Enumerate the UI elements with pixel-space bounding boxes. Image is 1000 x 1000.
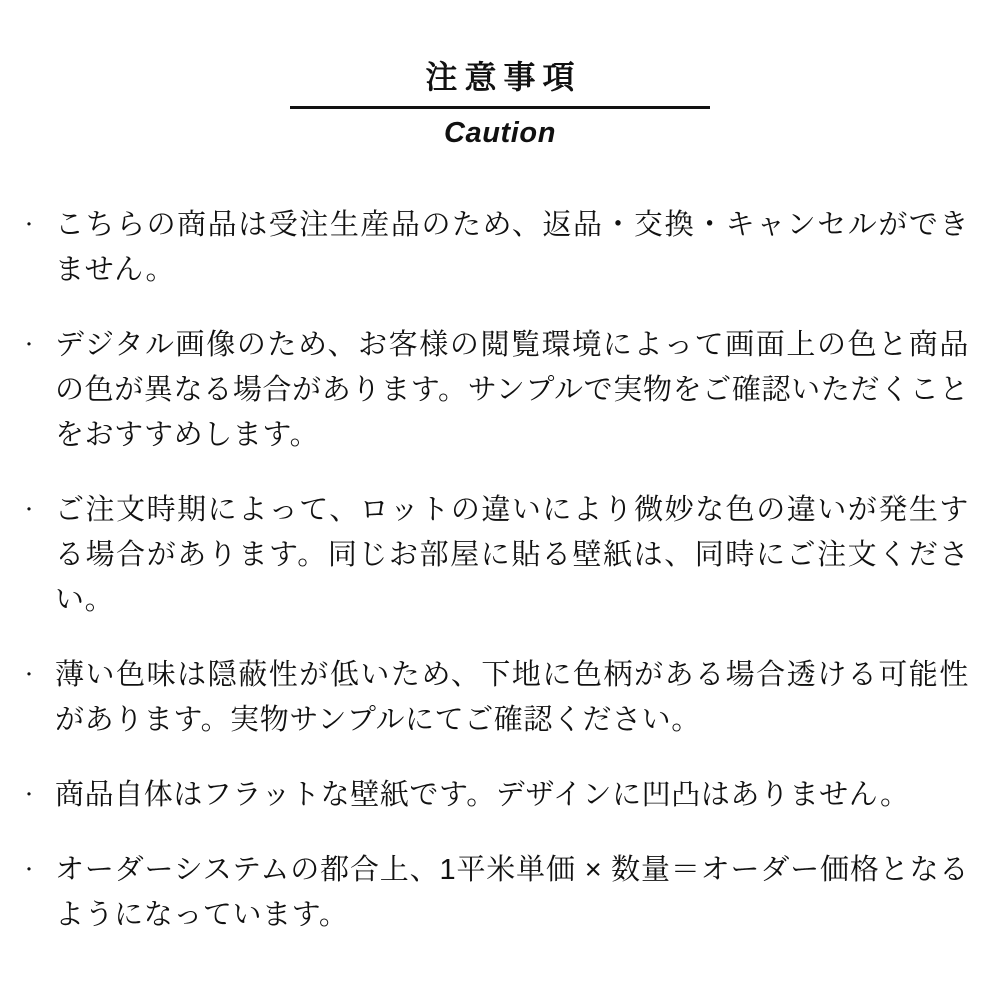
list-item <box>18 773 982 818</box>
list-item <box>18 848 982 938</box>
bullet-icon: ・ <box>20 665 38 686</box>
page-title: 注意事項 <box>425 59 582 95</box>
caution-list <box>0 203 1000 938</box>
note-text: こちらの商品は受注生産品のため、返品・交換・キャンセルができません。 <box>55 209 969 287</box>
list-item <box>18 653 982 743</box>
list-item <box>18 488 982 623</box>
bullet-icon: ・ <box>20 335 38 356</box>
title-divider <box>290 106 710 109</box>
page-subtitle: Caution <box>444 117 556 150</box>
note-text: 薄い色味は隠蔽性が低いため、下地に色柄がある場合透ける可能性があります。実物サンプルにてご確認ください。 <box>55 659 969 737</box>
note-text: 商品自体はフラットな壁紙です。デザインに凹凸はありません。 <box>55 779 910 812</box>
note-text: デジタル画像のため、お客様の閲覧環境によって画面上の色と商品の色が異なる場合があります。サンプルで実物をご確認いただくことをおすすめします。 <box>55 329 969 452</box>
note-text: オーダーシステムの都合上、1平米単価 × 数量＝オーダー価格となるようになっています。 <box>55 854 969 932</box>
bullet-icon: ・ <box>20 215 38 236</box>
list-item <box>18 203 982 293</box>
bullet-icon: ・ <box>20 500 38 521</box>
note-text: ご注文時期によって、ロットの違いにより微妙な色の違いが発生する場合があります。同じお部屋に貼る壁紙は、同時にご注文ください。 <box>55 494 969 617</box>
bullet-icon: ・ <box>20 785 38 806</box>
list-item <box>18 323 982 458</box>
page-header <box>0 0 1000 151</box>
bullet-icon: ・ <box>20 860 38 881</box>
